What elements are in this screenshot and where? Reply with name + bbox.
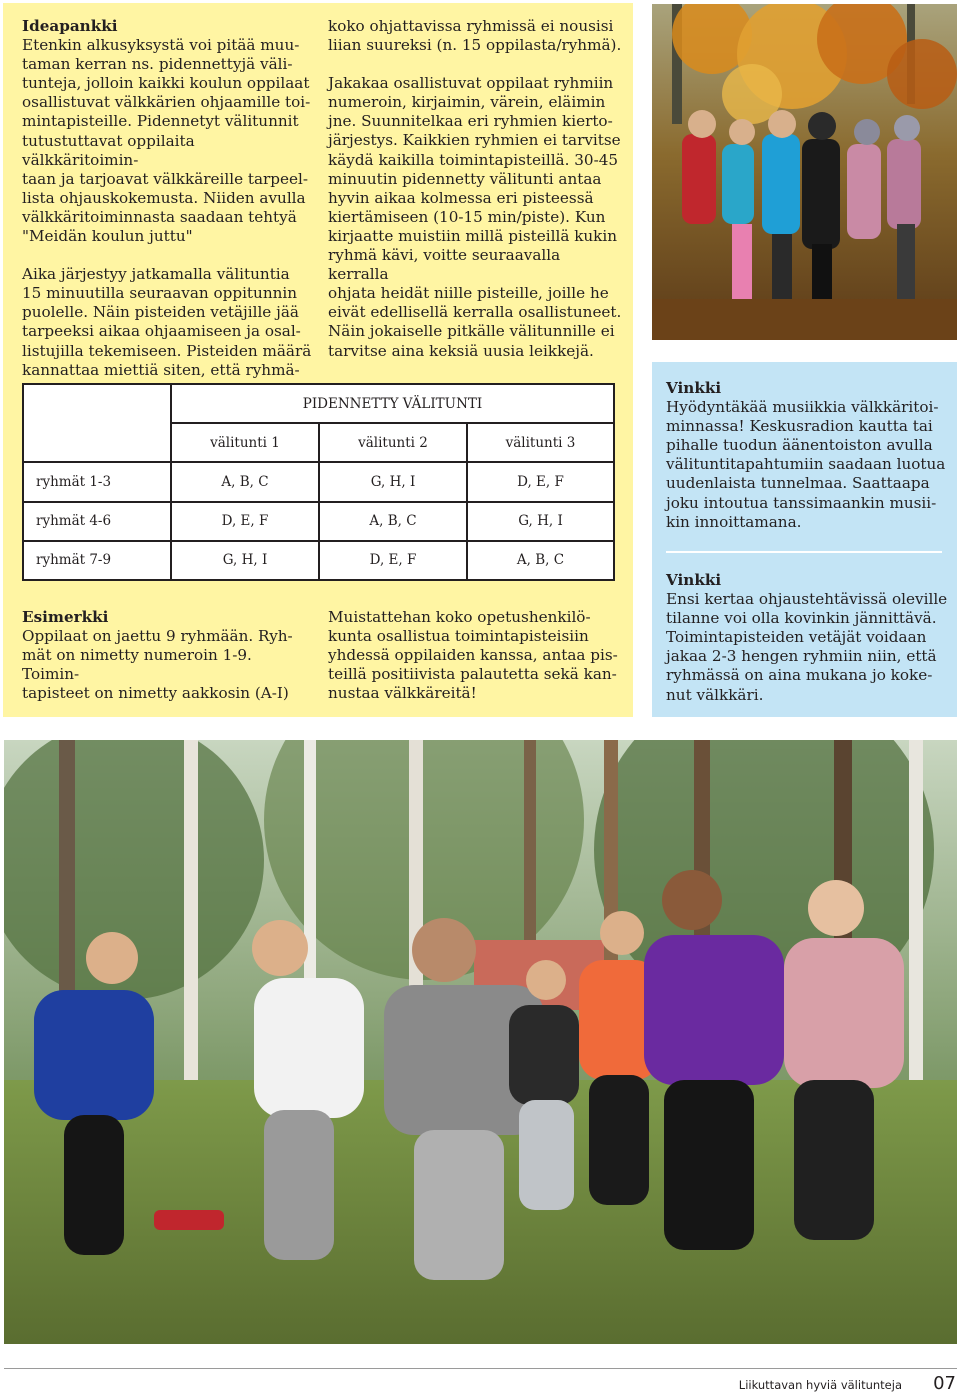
text-line: osallistuvat välkkärien ohjaamille toi- <box>22 93 311 112</box>
table-row <box>23 541 614 580</box>
page-number: 07 <box>933 1373 956 1394</box>
text-line: jne. Suunnitelkaa eri ryhmien kierto- <box>328 112 613 131</box>
text-line: Hyödyntäkää musiikkia välkkäritoi- <box>666 398 939 417</box>
row-label: ryhmät 1-3 <box>23 462 171 501</box>
text-line: kiertämiseen (10-15 min/piste). Kun <box>328 207 606 226</box>
text-line: Jakakaa osallistuvat oppilaat ryhmiin <box>328 74 614 93</box>
text-line: ohjata heidät niille pisteille, joille he <box>328 284 609 303</box>
text-line: tarvitse aina keksiä uusia leikkejä. <box>328 341 594 360</box>
table-cell: A, B, C <box>319 502 467 541</box>
table-row <box>23 462 614 501</box>
table-cell: D, E, F <box>319 541 467 580</box>
text-line: Aika järjestyy jatkamalla välituntia <box>22 265 290 284</box>
muistattehan-section <box>328 608 623 703</box>
text-line: tapisteet on nimetty aakkosin (A-I) <box>22 684 289 703</box>
text-line: välkkäritoiminnasta saadaan tehtyä <box>22 207 297 226</box>
text-line: taman kerran ns. pidennettyjä väli- <box>22 55 293 74</box>
text-line: teillä positiivista palautetta sekä kan- <box>328 665 617 684</box>
text-line: tunteja, jolloin kaikki koulun oppilaat <box>22 74 310 93</box>
vinkki-1-title: Vinkki <box>666 379 722 397</box>
children-running-photo <box>4 740 957 1344</box>
table-corner-cell <box>23 384 171 462</box>
text-line: koko ohjattavissa ryhmissä ei nousisi <box>328 17 614 35</box>
text-line: minuutin pidennetty välitunti antaa <box>328 169 602 188</box>
text-line: käydä kaikilla toimintapisteillä. 30-45 <box>328 150 619 169</box>
table-header: välitunti 2 <box>319 423 467 462</box>
table-cell: A, B, C <box>467 541 614 580</box>
text-line: jakaa 2-3 hengen ryhmiin niin, että <box>666 647 937 666</box>
table-cell: G, H, I <box>319 462 467 501</box>
esimerkki-section <box>22 608 312 703</box>
text-line: välituntitapahtumiin saadaan luotua <box>666 455 946 474</box>
extended-break-table <box>22 383 615 581</box>
esimerkki-title: Esimerkki <box>22 608 109 626</box>
text-line: numeroin, kirjaimin, värein, eläimin <box>328 93 606 112</box>
ideapankki-section <box>22 17 312 380</box>
text-line: ryhmä kävi, voitte seuraavalla kerralla <box>328 246 561 284</box>
text-line: hyvin aikaa kolmessa eri pisteessä <box>328 188 594 207</box>
text-line: yhdessä oppilaiden kanssa, antaa pis- <box>328 646 618 665</box>
text-line: nustaa välkkäreitä! <box>328 684 477 703</box>
vinkki-divider <box>666 551 942 553</box>
text-line: tutustuttavat oppilaita välkkäritoimin- <box>22 131 195 169</box>
text-line: pihalle tuodun äänentoiston avulla <box>666 436 933 455</box>
text-line: listujilla tekemiseen. Pisteiden määrä <box>22 341 312 360</box>
text-line: uudenlaista tunnelmaa. Saattaapa <box>666 474 930 493</box>
table-cell: G, H, I <box>467 502 614 541</box>
table-cell: D, E, F <box>171 502 319 541</box>
footer-rule <box>4 1368 957 1369</box>
text-line: mät on nimetty numeroin 1-9. Toimin- <box>22 646 252 684</box>
text-line: lista ohjauskokemusta. Niiden avulla <box>22 188 306 207</box>
text-line: 15 minuutilla seuraavan oppitunnin <box>22 284 298 303</box>
text-line: liian suureksi (n. 15 oppilasta/ryhmä). <box>328 36 622 55</box>
table-cell: A, B, C <box>171 462 319 501</box>
vinkki-1-section <box>666 379 951 532</box>
table-cell: D, E, F <box>467 462 614 501</box>
row-label: ryhmät 4-6 <box>23 502 171 541</box>
text-line: taan ja tarjoavat välkkäreille tarpeel- <box>22 169 308 188</box>
table-header: välitunti 1 <box>171 423 319 462</box>
text-line: järjestys. Kaikkien ryhmien ei tarvitse <box>328 131 621 150</box>
text-line: mintapisteille. Pidennetyt välitunnit <box>22 112 299 131</box>
text-line: tarpeeksi aikaa ohjaamiseen ja osal- <box>22 322 301 341</box>
table-row <box>23 502 614 541</box>
table-cell: G, H, I <box>171 541 319 580</box>
text-line: Toimintapisteiden vetäjät voidaan <box>666 628 927 647</box>
table-title: PIDENNETTY VÄLITUNTI <box>171 384 614 423</box>
text-line: joku intoutua tanssimaankin musii- <box>666 493 937 512</box>
column-2-section <box>328 17 623 361</box>
text-line: "Meidän koulun juttu" <box>22 227 193 246</box>
text-line: puolelle. Näin pisteiden vetäjille jää <box>22 303 299 322</box>
text-line: kunta osallistua toimintapisteisiin <box>328 627 589 646</box>
text-line: tilanne voi olla kovinkin jännittävä. <box>666 609 937 628</box>
text-line: ryhmässä on aina mukana jo koke- <box>666 666 933 685</box>
text-line: kirjaatte muistiin millä pisteillä kukin <box>328 226 618 245</box>
text-line: Etenkin alkusyksystä voi pitää muu- <box>22 36 300 55</box>
footer-title: Liikuttavan hyviä välitunteja <box>738 1378 902 1392</box>
vinkki-2-section <box>666 571 951 705</box>
row-label: ryhmät 7-9 <box>23 541 171 580</box>
text-line: Ensi kertaa ohjaustehtävissä oleville <box>666 590 948 609</box>
ideapankki-title: Ideapankki <box>22 17 118 35</box>
text-line: kin innoittamana. <box>666 512 802 531</box>
text-line: nut välkkäri. <box>666 685 764 704</box>
text-line: Oppilaat on jaettu 9 ryhmään. Ryh- <box>22 627 293 646</box>
text-line: Näin jokaiselle pitkälle välitunnille ei <box>328 322 615 341</box>
text-line: Muistattehan koko opetushenkilö- <box>328 608 591 626</box>
text-line: eivät edellisellä kerralla osallistuneet. <box>328 303 622 322</box>
vinkki-2-title: Vinkki <box>666 571 722 589</box>
autumn-leaves-photo <box>652 4 957 340</box>
table-header: välitunti 3 <box>467 423 614 462</box>
text-line: kannattaa miettiä siten, että ryhmä- <box>22 360 300 379</box>
text-line: minnassa! Keskusradion kautta tai <box>666 417 933 436</box>
